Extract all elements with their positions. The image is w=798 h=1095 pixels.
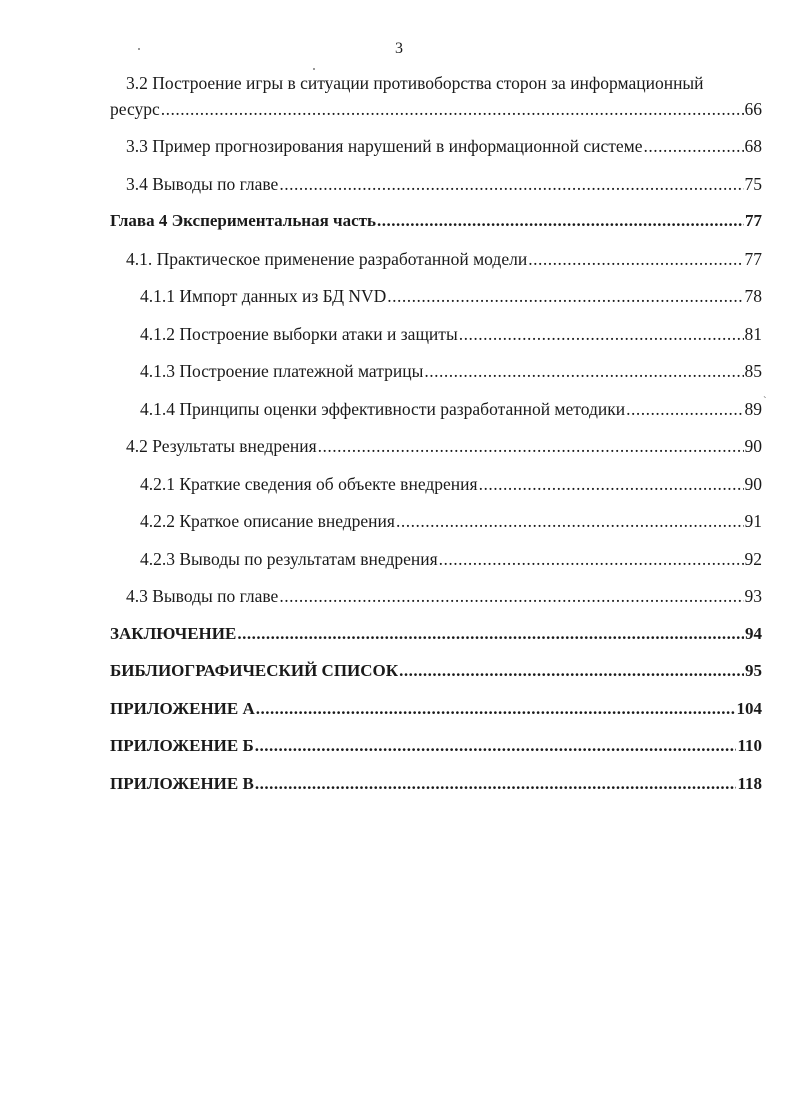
toc-entry-page: 89: [744, 399, 762, 419]
dot-leader: [255, 733, 737, 759]
toc-entry-3-4: [126, 171, 762, 197]
toc-entry-4-1-1: [140, 283, 762, 309]
toc-entry-page: 118: [737, 774, 762, 793]
toc-entry-3-2-line1: 3.2 Построение игры в ситуации противоборства сторон за информационный: [126, 73, 704, 93]
dot-leader: [459, 321, 744, 347]
toc-entry-page: 93: [744, 586, 762, 606]
toc-entry-bibliography: [110, 658, 762, 684]
dot-leader: [161, 96, 744, 122]
toc-entry-page: 68: [744, 136, 762, 156]
dot-leader: [387, 283, 743, 309]
dot-leader: [399, 658, 744, 684]
toc-entry-page: 95: [745, 661, 762, 680]
toc-entry-title: ЗАКЛЮЧЕНИЕ: [110, 624, 237, 643]
toc-entry-title: 4.2 Результаты внедрения: [126, 436, 317, 456]
toc-entry-4-2: [126, 433, 762, 459]
toc-entry-page: 75: [744, 174, 762, 194]
toc-entry-title: 4.1. Практическое применение разработанной модели: [126, 249, 528, 269]
toc-entry-title: ресурс: [110, 99, 160, 119]
toc-entry-page: 91: [744, 511, 762, 531]
toc-entry-4-1-4: [140, 396, 762, 422]
toc-entry-page: 110: [737, 736, 762, 755]
dot-leader: [279, 171, 743, 197]
toc-entry-chapter-4: [110, 208, 762, 234]
dot-leader: [255, 771, 737, 797]
dot-leader: [479, 471, 744, 497]
toc-entry-title: ПРИЛОЖЕНИЕ В: [110, 774, 254, 793]
toc-entry-title: 4.2.2 Краткое описание внедрения: [140, 511, 395, 531]
dot-leader: [439, 546, 744, 572]
toc-entry-title: 4.1.2 Построение выборки атаки и защиты: [140, 324, 458, 344]
toc-entry-appendix-v: [110, 771, 762, 797]
toc-entry-conclusion: [110, 621, 762, 647]
toc-entry-title: 4.2.3 Выводы по результатам внедрения: [140, 549, 438, 569]
toc-entry-4-2-1: [140, 471, 762, 497]
toc-entry-page: 81: [744, 324, 762, 344]
toc-entry-title: 3.4 Выводы по главе: [126, 174, 279, 194]
toc-entry-title: 4.1.3 Построение платежной матрицы: [140, 361, 424, 381]
toc-entry-page: 77: [744, 249, 762, 269]
toc-entry-4-1-2: [140, 321, 762, 347]
dot-leader: [644, 133, 744, 159]
toc-entry-page: 94: [745, 624, 762, 643]
toc-entry-title: 3.3 Пример прогнозирования нарушений в информационной системе: [126, 136, 643, 156]
toc-entry-title: БИБЛИОГРАФИЧЕСКИЙ СПИСОК: [110, 661, 399, 680]
dot-leader: [377, 208, 744, 234]
toc-entry-4-1: [126, 246, 762, 272]
toc-entry-3-2: [110, 96, 762, 122]
toc-entry-page: 92: [744, 549, 762, 569]
toc-entry-title: 4.2.1 Краткие сведения об объекте внедрения: [140, 474, 478, 494]
toc-entry-page: 85: [744, 361, 762, 381]
dot-leader: [237, 621, 744, 647]
toc-entry-4-3: [126, 583, 762, 609]
toc-entry-appendix-a: [110, 696, 762, 722]
toc-entry-4-1-3: [140, 358, 762, 384]
dot-leader: [528, 246, 743, 272]
toc-entry-appendix-b: [110, 733, 762, 759]
toc-entry-page: 66: [744, 99, 762, 119]
dot-leader: [626, 396, 743, 422]
toc-entry-4-2-2: [140, 508, 762, 534]
dot-leader: [424, 358, 743, 384]
toc-entry-title: ПРИЛОЖЕНИЕ А: [110, 699, 255, 718]
dot-leader: [318, 433, 744, 459]
toc-entry-page: 90: [744, 436, 762, 456]
dot-leader: [396, 508, 744, 534]
toc-entry-title: 4.3 Выводы по главе: [126, 586, 279, 606]
toc-entry-4-2-3: [140, 546, 762, 572]
scan-speck: [138, 48, 140, 50]
toc-entry-page: 104: [736, 699, 762, 718]
toc-entry-page: 78: [744, 286, 762, 306]
toc-entry-title: ПРИЛОЖЕНИЕ Б: [110, 736, 254, 755]
page-number: 3: [395, 40, 403, 57]
scan-mark: `: [763, 395, 767, 407]
toc-entry-page: 90: [744, 474, 762, 494]
toc-entry-3-3: [126, 133, 762, 159]
toc-entry-title: Глава 4 Экспериментальная часть: [110, 211, 377, 230]
toc-entry-page: 77: [745, 211, 762, 230]
toc-entry-title: 4.1.4 Принципы оценки эффективности разработанной методики: [140, 399, 626, 419]
dot-leader: [256, 696, 736, 722]
dot-leader: [279, 583, 743, 609]
toc-entry-title: 4.1.1 Импорт данных из БД NVD: [140, 286, 387, 306]
